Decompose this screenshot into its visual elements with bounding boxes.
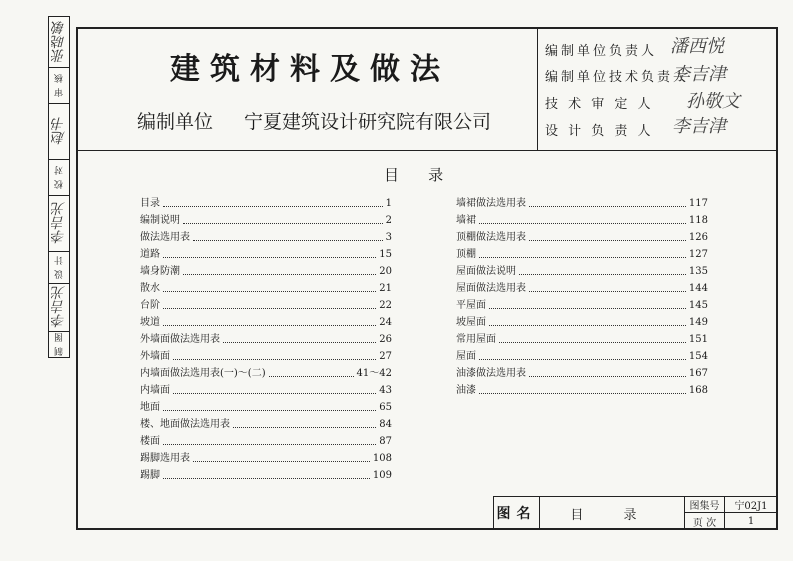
- toc-entry-page: 87: [379, 436, 392, 447]
- toc-entry-label: 墙裙做法选用表: [456, 198, 526, 209]
- page-title: 建筑材料及做法: [170, 52, 450, 87]
- atlas-number-value: 宁02J1: [734, 501, 768, 512]
- strip-label-draw: 制 图: [54, 332, 65, 356]
- toc-entry-label: 坡道: [140, 317, 160, 328]
- leader-dots: [489, 308, 686, 309]
- atlas-number-label: 图集号: [689, 501, 720, 512]
- strip-signature: 李吉光: [51, 286, 67, 328]
- toc-entry-page: 2: [385, 215, 392, 226]
- responsibility-signature: 孙敬文: [686, 91, 740, 112]
- strip-signature-cell: [49, 195, 69, 252]
- toc-entry-page: 27: [379, 351, 392, 362]
- toc-entry[interactable]: [140, 279, 392, 295]
- toc-entry[interactable]: [140, 262, 392, 278]
- leader-dots: [519, 274, 686, 275]
- leader-dots: [479, 223, 686, 224]
- toc-entry-page: 149: [688, 317, 708, 328]
- toc-entry[interactable]: [140, 415, 392, 431]
- responsibility-label: 技 术 审 定 人: [545, 97, 654, 112]
- toc-entry[interactable]: [140, 347, 392, 363]
- toc-heading: 目 录: [384, 166, 446, 184]
- toc-entry-label: 踢脚: [140, 470, 160, 481]
- toc-entry-label: 墙裙: [456, 215, 476, 226]
- toc-entry-label: 楼、地面做法选用表: [140, 419, 230, 430]
- title-block-divider: [724, 496, 725, 530]
- toc-entry-page: 135: [688, 266, 708, 277]
- toc-entry-page: 167: [688, 368, 708, 379]
- toc-entry-page: 108: [372, 453, 392, 464]
- toc-entry-page: 118: [688, 215, 708, 226]
- leader-dots: [479, 359, 686, 360]
- toc-entry-label: 编制说明: [140, 215, 180, 226]
- toc-entry-label: 油漆做法选用表: [456, 368, 526, 379]
- leader-dots: [173, 359, 376, 360]
- toc-entry-label: 屋面做法选用表: [456, 283, 526, 294]
- toc-entry-label: 目录: [140, 198, 160, 209]
- header-divider: [76, 150, 778, 151]
- toc-entry-page: 117: [688, 198, 708, 209]
- toc-entry-page: 41～42: [356, 368, 392, 379]
- strip-label-cell: [49, 331, 69, 357]
- toc-entry[interactable]: [456, 313, 708, 329]
- toc-entry[interactable]: [456, 347, 708, 363]
- toc-entry-label: 做法选用表: [140, 232, 190, 243]
- toc-entry[interactable]: [140, 296, 392, 312]
- toc-entry[interactable]: [456, 381, 708, 397]
- toc-entry[interactable]: [140, 245, 392, 261]
- org-label: 编制单位: [137, 111, 214, 133]
- strip-signature: 张晓敏: [51, 21, 67, 63]
- leader-dots: [173, 393, 376, 394]
- strip-label-check: 校 对: [54, 165, 65, 189]
- toc-entry-page: 84: [379, 419, 392, 430]
- toc-entry-label: 常用屋面: [456, 334, 496, 345]
- toc-entry-label: 外墙面: [140, 351, 170, 362]
- toc-entry[interactable]: [456, 364, 708, 380]
- toc-entry-page: 65: [379, 402, 392, 413]
- leader-dots: [183, 274, 376, 275]
- toc-entry-label: 踢脚选用表: [140, 453, 190, 464]
- strip-signature: 李吉光: [51, 202, 67, 244]
- toc-entry[interactable]: [140, 330, 392, 346]
- toc-entry-label: 顶棚: [456, 249, 476, 260]
- toc-entry-page: 20: [379, 266, 392, 277]
- toc-entry-label: 油漆: [456, 385, 476, 396]
- toc-entry-page: 1: [385, 198, 392, 209]
- strip-signature: 赵书: [51, 117, 67, 145]
- toc-entry-page: 145: [688, 300, 708, 311]
- responsibility-signature: 李吉津: [672, 64, 726, 85]
- toc-entry[interactable]: [456, 262, 708, 278]
- toc-entry[interactable]: [140, 228, 392, 244]
- toc-entry-page: 151: [688, 334, 708, 345]
- responsibility-label: 设 计 负 责 人: [545, 124, 654, 139]
- toc-entry[interactable]: [456, 296, 708, 312]
- toc-entry-page: 144: [688, 283, 708, 294]
- toc-entry[interactable]: [140, 398, 392, 414]
- leader-dots: [163, 325, 376, 326]
- leader-dots: [233, 427, 376, 428]
- leader-dots: [163, 257, 376, 258]
- toc-entry[interactable]: [456, 330, 708, 346]
- toc-entry-page: 15: [379, 249, 392, 260]
- toc-entry[interactable]: [140, 211, 392, 227]
- toc-entry-label: 屋面: [456, 351, 476, 362]
- toc-entry[interactable]: [140, 466, 392, 482]
- toc-entry-page: 154: [688, 351, 708, 362]
- toc-entry-page: 109: [372, 470, 392, 481]
- drawing-name-value: 目 录: [570, 507, 655, 523]
- page-number-value: 1: [747, 515, 755, 527]
- responsibility-label: 编制单位技术负责人: [545, 70, 690, 85]
- responsibility-label: 编制单位负责人: [545, 44, 658, 59]
- leader-dots: [479, 393, 686, 394]
- strip-signature-cell: [49, 17, 69, 68]
- strip-label-design: 设 计: [54, 255, 65, 279]
- leader-dots: [529, 291, 686, 292]
- toc-entry-page: 168: [688, 385, 708, 396]
- leader-dots: [163, 291, 376, 292]
- strip-signature-cell: [49, 283, 69, 332]
- toc-entry[interactable]: [456, 279, 708, 295]
- strip-label-cell: [49, 159, 69, 196]
- toc-entry-page: 26: [379, 334, 392, 345]
- leader-dots: [529, 240, 686, 241]
- toc-entry-page: 126: [688, 232, 708, 243]
- toc-entry[interactable]: [140, 194, 392, 210]
- leader-dots: [163, 444, 376, 445]
- strip-label-cell: [49, 251, 69, 284]
- leader-dots: [479, 257, 686, 258]
- org-name: 宁夏建筑设计研究院有限公司: [244, 111, 492, 133]
- toc-entry-page: 24: [379, 317, 392, 328]
- toc-entry-label: 内墙面做法选用表(一)～(二): [140, 368, 266, 379]
- header-column-divider: [537, 27, 538, 150]
- leader-dots: [183, 223, 383, 224]
- toc-entry[interactable]: [456, 211, 708, 227]
- leader-dots: [223, 342, 376, 343]
- toc-entry-label: 坡屋面: [456, 317, 486, 328]
- toc-entry-label: 顶棚做法选用表: [456, 232, 526, 243]
- toc-entry[interactable]: [140, 313, 392, 329]
- leader-dots: [163, 410, 376, 411]
- strip-label-cell: [49, 67, 69, 104]
- leader-dots: [489, 325, 686, 326]
- side-signature-strip: [48, 16, 70, 358]
- leader-dots: [529, 376, 686, 377]
- title-block-divider: [539, 496, 540, 530]
- toc-entry-label: 内墙面: [140, 385, 170, 396]
- toc-entry-label: 地面: [140, 402, 160, 413]
- toc-entry-label: 散水: [140, 283, 160, 294]
- leader-dots: [529, 206, 686, 207]
- toc-entry-page: 22: [379, 300, 392, 311]
- leader-dots: [269, 376, 354, 377]
- leader-dots: [163, 206, 383, 207]
- drawing-name-label: 图名: [496, 506, 537, 522]
- toc-entry-label: 道路: [140, 249, 160, 260]
- strip-signature-cell: [49, 103, 69, 160]
- toc-entry[interactable]: [140, 432, 392, 448]
- strip-label-review: 审 核: [54, 73, 65, 97]
- toc-entry-label: 台阶: [140, 300, 160, 311]
- toc-entry-page: 127: [688, 249, 708, 260]
- toc-entry-label: 屋面做法说明: [456, 266, 516, 277]
- toc-entry-page: 21: [379, 283, 392, 294]
- toc-entry-label: 平屋面: [456, 300, 486, 311]
- leader-dots: [163, 478, 370, 479]
- toc-entry-page: 43: [379, 385, 392, 396]
- page-number-label: 页 次: [692, 517, 717, 529]
- toc-entry-label: 墙身防潮: [140, 266, 180, 277]
- toc-entry[interactable]: [140, 364, 392, 380]
- toc-entry-page: 3: [385, 232, 392, 243]
- toc-entry-label: 外墙面做法选用表: [140, 334, 220, 345]
- toc-entry[interactable]: [140, 381, 392, 397]
- responsibility-signature: 李吉津: [672, 116, 726, 137]
- leader-dots: [193, 240, 383, 241]
- toc-entry[interactable]: [456, 194, 708, 210]
- leader-dots: [163, 308, 376, 309]
- leader-dots: [499, 342, 686, 343]
- toc-entry[interactable]: [140, 449, 392, 465]
- leader-dots: [193, 461, 370, 462]
- toc-entry[interactable]: [456, 245, 708, 261]
- responsibility-signature: 潘西悦: [670, 36, 724, 57]
- toc-entry[interactable]: [456, 228, 708, 244]
- toc-entry-label: 楼面: [140, 436, 160, 447]
